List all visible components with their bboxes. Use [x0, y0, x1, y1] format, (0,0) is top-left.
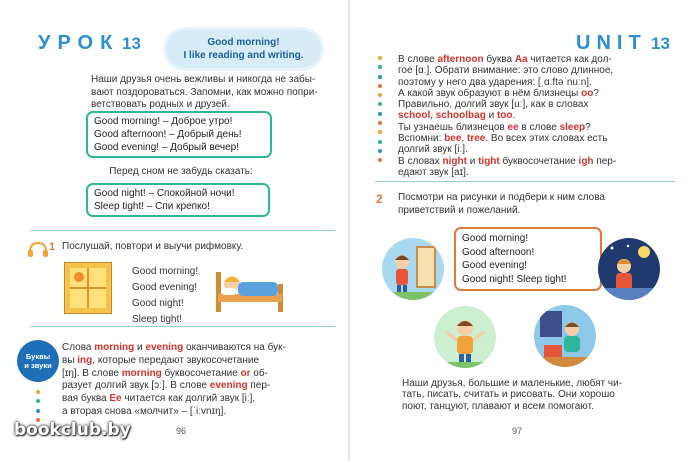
sleeping-child-illustration — [212, 268, 288, 312]
divider — [375, 181, 675, 182]
lesson-title: УРОК — [38, 32, 120, 54]
intro-text — [91, 74, 331, 112]
greetings-box — [86, 111, 272, 158]
night-phrases-box — [86, 183, 270, 217]
closing-line: поют, танцуют, плавают и всем помогают. — [402, 400, 594, 412]
rhyme — [132, 264, 198, 328]
closing-text — [402, 378, 662, 412]
closing-line: тать, писать, считать и рисовать. Они хорошо — [402, 389, 615, 401]
rhyme-line: Sleep tight! — [132, 314, 183, 325]
intro-line: вают поздороваться. Запомни, как можно попри- — [91, 86, 318, 98]
greeting-item: Good afternoon! – Добрый день! — [94, 129, 242, 140]
window-sun-illustration — [64, 262, 112, 314]
rhyme-line: Good morning! — [132, 266, 199, 277]
unit-title: UNIT — [576, 32, 647, 54]
rhyme-line: Good evening! — [132, 282, 198, 293]
right-page — [350, 0, 700, 461]
phonics-rule: Слова morning и evening оканчиваются на бук- вы ing, которые передают звукосочетание [ɪŋ]. В слове morning буквосочетание or об- разует долгий звук [ɔː]. В слове evening пер- вая буква Ee читается как долгий звук [iː], а вторая снова «молчит» – [ˈiːvnɪŋ]. — [62, 342, 286, 417]
unit-number: 13 — [651, 34, 670, 53]
exercise-line: Посмотри на рисунки и подбери к ним слова — [398, 192, 605, 203]
closing-line: Наши друзья, большие и маленькие, любят чи- — [402, 378, 623, 389]
exercise-line: приветствий и пожеланий. — [398, 204, 521, 216]
watermark: bookclub.by — [14, 420, 131, 440]
phrase-item: Good evening! — [462, 260, 528, 271]
phrase-item: Good morning! — [462, 233, 529, 244]
cloud-line-1: Good morning! — [207, 37, 280, 48]
listen-icon — [27, 240, 49, 258]
night-phrase: Good night! – Спокойной ночи! — [94, 188, 235, 199]
phrase-item: Good night! Sleep tight! — [462, 273, 567, 285]
exercise-1-text: Послушай, повтори и выучи рифмовку. — [62, 241, 244, 252]
badge-line-1: Буквы — [25, 352, 51, 361]
lesson-topic-cloud — [166, 30, 321, 68]
phrases-box — [454, 227, 602, 291]
exercise-1-number: 1 — [49, 241, 56, 253]
letters-sounds-badge — [17, 340, 59, 382]
picture-night — [598, 238, 660, 300]
rhyme-line: Good night! — [132, 298, 184, 309]
phrase-item: Good afternoon! — [462, 246, 535, 258]
greeting-item: Good evening! – Добрый вечер! — [94, 142, 239, 153]
picture-morning — [382, 238, 444, 300]
exercise-2-number: 2 — [376, 192, 383, 206]
exercise-2-text — [398, 192, 668, 217]
left-page — [0, 0, 349, 461]
cloud-line-2: I like reading and writing. — [183, 50, 304, 61]
intro-line: Наши друзья очень вежливы и никогда не забы- — [91, 74, 316, 85]
picture-evening — [534, 305, 596, 367]
decorative-dots — [378, 56, 382, 168]
page-number-left: 96 — [176, 426, 187, 436]
picture-afternoon — [434, 306, 496, 368]
before-sleep-text: Перед сном не забудь сказать: — [109, 166, 253, 177]
lesson-number: 13 — [122, 34, 141, 53]
divider — [30, 230, 335, 231]
page-number-right: 97 — [512, 426, 523, 436]
divider — [30, 326, 335, 327]
badge-line-2: и звуки — [24, 361, 52, 370]
spelling-notes: В слове afternoon буква Aa читается как дол- гое [ɑː]. Обрати внимание: это слово длинное, поэтому у него два ударения: [ˌɑːftəˈnuːn]. А какой звук образуют в нём близнецы oo? Правильно, долгий звук [uː], как в словах school, schoolbag и too. Ты узнаешь близнецов ee в слове sleep? Вспомни: bee, tree. Во всех этих словах есть долгий звук [iː]. В словах night и tight буквосочетание igh пер- едают звук [aɪ]. — [398, 54, 617, 178]
intro-line: ветствовать родных и друзей. — [91, 99, 230, 110]
greeting-item: Good morning! – Доброе утро! — [94, 116, 233, 127]
night-phrase: Sleep tight! – Спи крепко! — [94, 201, 210, 212]
